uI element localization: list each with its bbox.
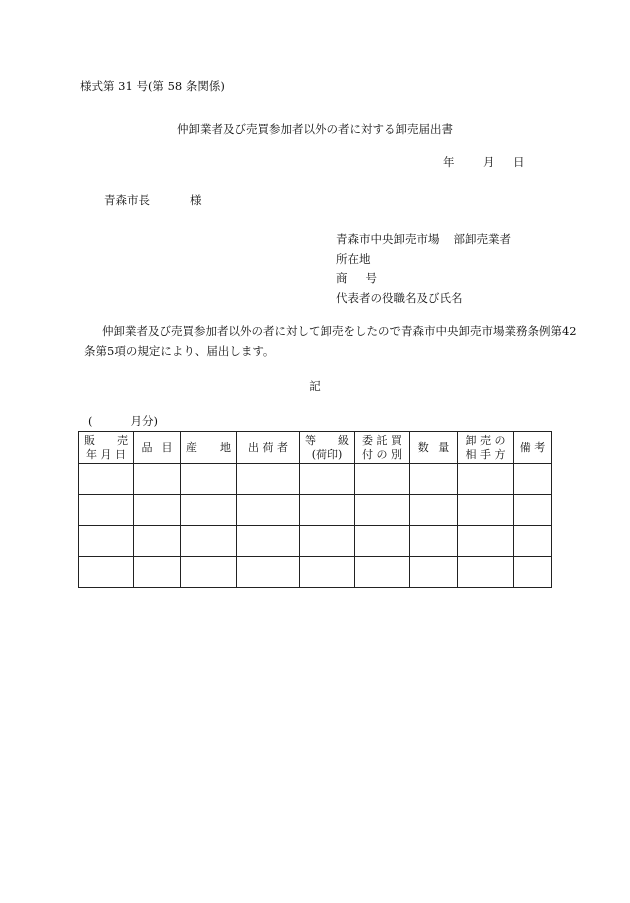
table-row <box>79 557 552 588</box>
month-label <box>88 413 158 429</box>
table-row <box>79 495 552 526</box>
sender-address-label: 所在地 <box>336 251 371 266</box>
month-label-open: ( <box>88 414 93 428</box>
month-label-close: 月分) <box>130 414 158 428</box>
sender-market: 青森市中央卸売市場 <box>336 232 440 246</box>
date-month: 月 <box>483 155 495 169</box>
table-header-row <box>79 432 552 464</box>
report-table <box>78 431 552 588</box>
header-counterparty: 卸 売 の 相 手 方 <box>458 432 514 464</box>
ki-heading: 記 <box>309 379 321 393</box>
header-sale-date: 販 売 年 月 日 <box>79 432 134 464</box>
body-paragraph: 仲卸業者及び売買参加者以外の者に対して卸売をしたので青森市中央卸売市場業務条例第42条第5項の規定により、届出します。 <box>84 324 577 358</box>
header-item: 品 目 <box>134 432 181 464</box>
trade-name-label-1: 商 <box>336 271 348 285</box>
addressee-honorific: 様 <box>190 193 202 207</box>
addressee <box>104 192 202 208</box>
date-line <box>443 154 525 170</box>
header-remarks: 備 考 <box>514 432 552 464</box>
header-origin: 産 地 <box>181 432 237 464</box>
sender-representative-label: 代表者の役職名及び氏名 <box>336 290 463 305</box>
table-row <box>79 464 552 495</box>
sender-market-line <box>336 230 511 250</box>
sender-trade-name-label <box>336 269 511 289</box>
sender-dept: 部卸売業者 <box>453 232 511 246</box>
header-grade: 等 級 (荷印) <box>300 432 355 464</box>
table-row <box>79 526 552 557</box>
date-year: 年 <box>443 155 455 169</box>
document-title: 仲卸業者及び売買参加者以外の者に対する卸売届出書 <box>177 122 453 136</box>
form-number: 様式第 31 号(第 58 条関係) <box>80 79 225 93</box>
header-shipper: 出 荷 者 <box>237 432 300 464</box>
header-quantity: 数 量 <box>410 432 458 464</box>
date-day: 日 <box>513 155 525 169</box>
header-consign-type: 委 託 買 付 の 別 <box>355 432 410 464</box>
trade-name-label-2: 号 <box>365 271 377 285</box>
addressee-name: 青森市長 <box>104 193 150 207</box>
sender-block <box>336 230 511 308</box>
